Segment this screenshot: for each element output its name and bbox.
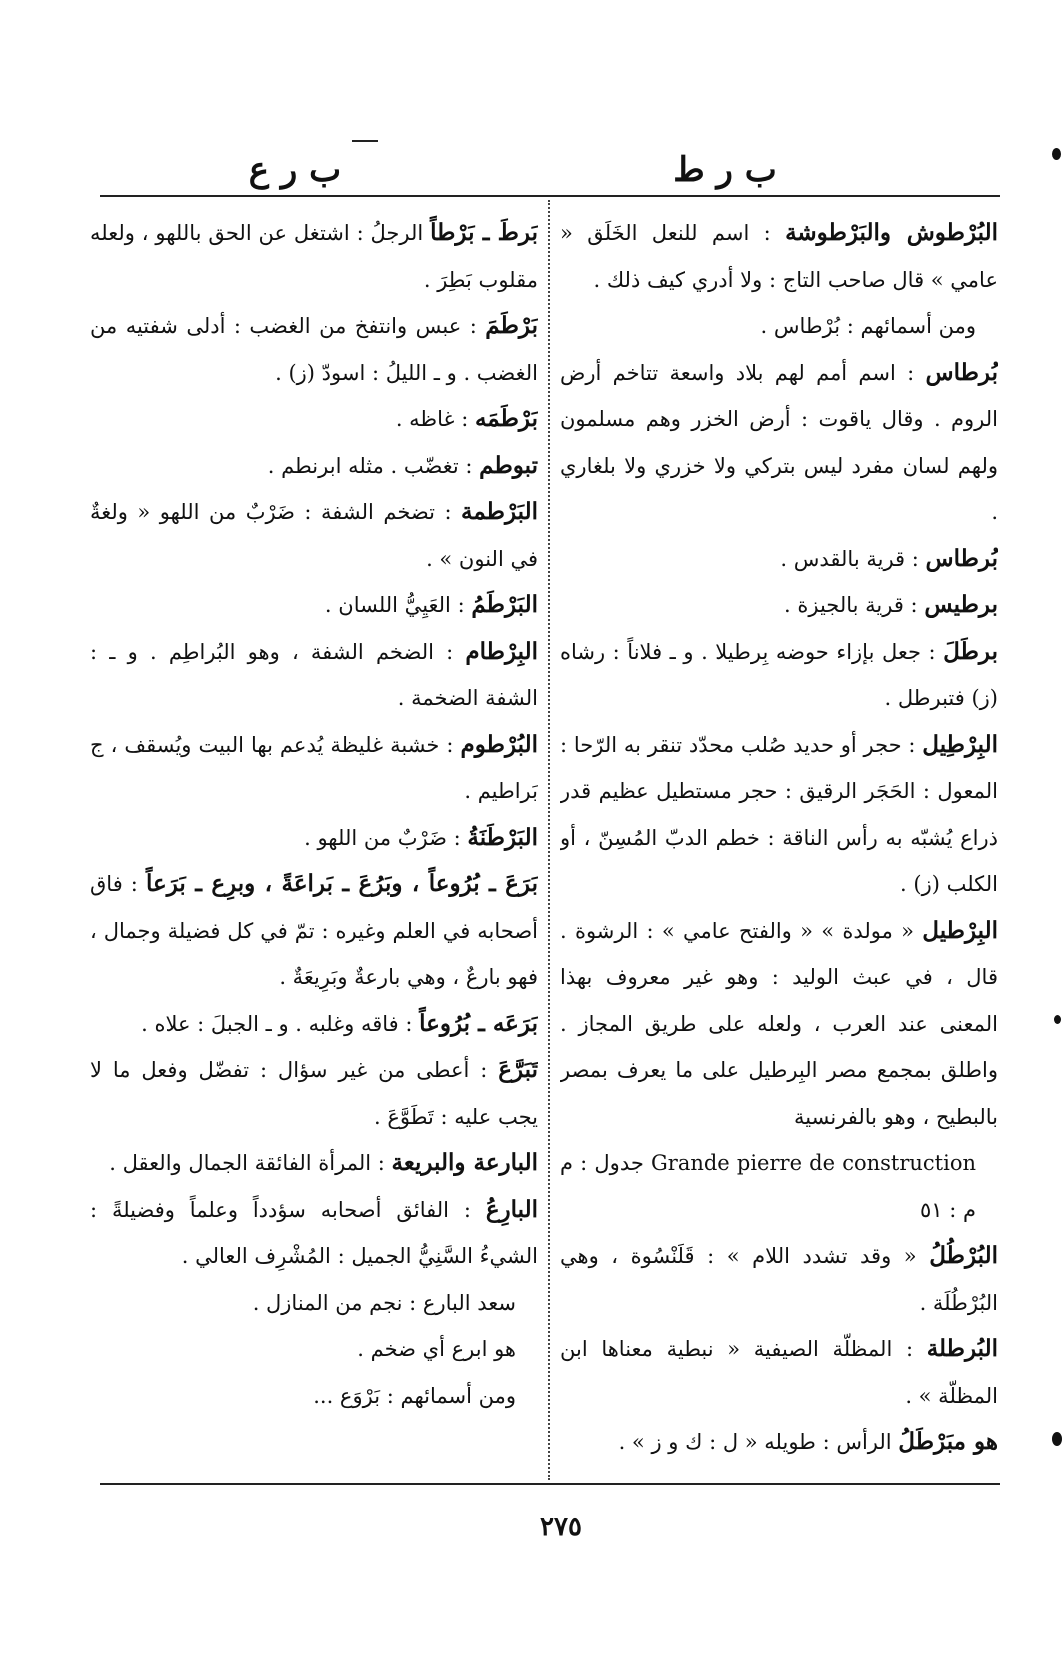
margin-mark bbox=[1054, 1015, 1061, 1024]
dictionary-entry bbox=[560, 210, 998, 303]
entry-definition: : اسم أمم لهم بلاد واسعة تتاخم أرض الروم . وقال ياقوت : أرض الخزر وهم مسلمون ولهم لسان مفرد ليس بتركي ولا خزري ولا بلغاري . bbox=[560, 360, 998, 524]
entry-headword: البَرْطَنَةُ bbox=[467, 823, 538, 851]
entry-definition: « وقد تشدد اللام » : قَلَنْسُوة ، وهي البُرْطُلَة . bbox=[560, 1244, 998, 1315]
entry-definition: سعد البارع : نجم من المنازل . bbox=[252, 1290, 516, 1315]
entry-headword: البِرْطام bbox=[465, 637, 538, 665]
dictionary-entry bbox=[90, 1326, 538, 1373]
header-rule bbox=[100, 195, 1000, 197]
right-column-root: ب ر ط bbox=[673, 150, 777, 190]
right-column bbox=[560, 210, 998, 1475]
dictionary-entry bbox=[560, 1140, 998, 1233]
dictionary-entry bbox=[90, 303, 538, 396]
entry-headword: بُرطاس bbox=[925, 544, 998, 572]
dictionary-entry bbox=[90, 1047, 538, 1140]
dictionary-entry bbox=[560, 629, 998, 722]
entry-headword: برطَلَ bbox=[943, 637, 998, 665]
entry-definition: ومن أسمائهم : بُرْطاس . bbox=[760, 314, 976, 338]
entry-headword: بَرطَ ـ بَرْطاً bbox=[430, 219, 538, 246]
entry-headword: البَرْطَمُ bbox=[471, 591, 538, 618]
entry-definition: : العَيِيُّ اللسان . bbox=[324, 593, 465, 617]
entry-definition: : جعل بإزاء حوضه بِرطيلا . و ـ فلاناً : رشاه (ز) فتبرطل . bbox=[560, 639, 998, 710]
dictionary-entry bbox=[560, 908, 998, 1141]
margin-mark bbox=[1052, 1432, 1062, 1446]
dictionary-entry bbox=[560, 350, 998, 536]
dictionary-entry bbox=[90, 582, 538, 629]
entry-definition: Grande pierre de construction جدول : م م : ٥١ bbox=[560, 1151, 976, 1222]
entry-definition: ومن أسمائهم : بَرْوَع ... bbox=[313, 1383, 516, 1408]
entry-headword: البُرْطُلُ bbox=[929, 1242, 998, 1269]
dictionary-entry bbox=[90, 629, 538, 722]
entry-definition: هو ابرع أي ضخم . bbox=[357, 1337, 516, 1361]
entry-headword: تبوطم bbox=[479, 451, 538, 479]
entry-definition: : عبس وانتفخ من الغضب : أدلى شفتيه من الغضب . و ـ الليلُ : اسودّ (ز) . bbox=[90, 314, 538, 385]
entry-definition: : تغضّب . مثله ابرنطم . bbox=[267, 453, 473, 478]
entry-headword: البُرْطوش والبَرْطوشة bbox=[785, 219, 998, 246]
entry-headword: البِرْطيل bbox=[922, 916, 998, 944]
entry-headword: البِرْطِيل bbox=[922, 730, 998, 758]
dictionary-entry bbox=[90, 443, 538, 490]
entry-definition: : حجر أو حديد صُلب محدّد تنقر به الرّحا : المعول : الحَجَر الرقيق : حجر مستطيل عظيم قدر ذراع يُشبّه به رأس الناقة : خطم الدبّ المُسِنّ ، أو الكلب (ز) . bbox=[560, 732, 998, 896]
entry-definition: : المرأة الفائقة الجمال والعقل . bbox=[109, 1151, 385, 1175]
page-number: ٢٧٥ bbox=[540, 1512, 582, 1542]
entry-headword: البارعة والبريعة bbox=[391, 1149, 538, 1176]
dictionary-entry bbox=[560, 1419, 998, 1466]
entry-definition: الرجلُ : اشتغل عن الحق باللهو ، ولعله مقلوب بَطِرَ . bbox=[90, 221, 538, 292]
dictionary-entry bbox=[560, 1233, 998, 1326]
footer-rule bbox=[100, 1483, 1000, 1485]
dictionary-entry bbox=[90, 861, 538, 1001]
dictionary-entry bbox=[90, 489, 538, 582]
entry-definition: : غاظه . bbox=[395, 407, 469, 431]
dictionary-entry bbox=[90, 210, 538, 303]
entry-headword: هو مبَرْطَلُ bbox=[898, 1428, 998, 1455]
entry-headword: بُرطاس bbox=[925, 358, 998, 386]
dictionary-entry bbox=[560, 303, 998, 350]
dictionary-entry bbox=[560, 1326, 998, 1419]
entry-headword: بَرْطَمَ bbox=[485, 312, 538, 339]
entry-definition: : المظلّة الصيفية « نبطية معناها ابن المظلّة » . bbox=[560, 1337, 998, 1408]
entry-headword: برطيس bbox=[924, 591, 998, 618]
entry-definition: : فاق أصحابه في العلم وغيره : تمّ في كل فضيلة وجمال ، فهو بارعٌ ، وهي بارعةٌ وبَرِيعَةٌ . bbox=[90, 872, 538, 989]
entry-definition: « مولدة » « والفتح عامي » : الرشوة . قال ، في عبث الوليد : وهو غير معروف بهذا المعنى عند العرب ، ولعله على طريق المجاز . واطلق بمجمع مصر البِرطيل على ما يعرف بمصر بالبطيح ، وهو بالفرنسية bbox=[560, 918, 998, 1129]
dictionary-entry bbox=[560, 536, 998, 583]
entry-headword: البَرْطمة bbox=[461, 498, 538, 525]
entry-headword: بَرْطَمَه bbox=[474, 405, 538, 432]
dictionary-entry bbox=[90, 722, 538, 815]
entry-definition: : الفائق أصحابه سؤدداً وعلماً وفضيلةً : الشيءُ السَّنِيُّ الجميل : المُشْرِف العالي . bbox=[90, 1197, 538, 1268]
dictionary-entry bbox=[90, 1140, 538, 1187]
entry-headword: تَبَرَّعَ bbox=[498, 1056, 538, 1083]
dictionary-entry bbox=[560, 582, 998, 629]
entry-headword: البارِعُ bbox=[485, 1195, 538, 1223]
column-divider bbox=[548, 200, 550, 1480]
entry-definition: : اسم للنعل الخَلَق « عامي » قال صاحب التاج : ولا أدري كيف ذلك . bbox=[560, 221, 998, 292]
entry-definition: : تضخم الشفة : ضَرْبٌ من اللهو « ولغةٌ في النون » . bbox=[90, 500, 538, 571]
entry-headword: بَرَعَ ـ بُرُوعاً ، وبَرُعَ ـ بَراعَةً ، وبرِع ـ بَرَعاً bbox=[145, 870, 538, 897]
left-column bbox=[90, 210, 538, 1475]
dictionary-entry bbox=[90, 1373, 538, 1420]
entry-definition: : فاقه وغلبه . و ـ الجبلَ : علاه . bbox=[141, 1011, 413, 1036]
header-dash bbox=[352, 140, 378, 142]
entry-definition: : قرية بالجيزة . bbox=[784, 593, 918, 617]
entry-headword: البُرطلة bbox=[926, 1335, 998, 1362]
entry-definition: : خشبة غليظة يُدعم بها البيت ويُسقف ، ج بَراطيم . bbox=[90, 732, 538, 803]
dictionary-entry bbox=[90, 815, 538, 862]
dictionary-entry bbox=[90, 1187, 538, 1280]
entry-definition: : الضخم الشفة ، وهو البُراطِم . و ـ : الشفة الضخمة . bbox=[90, 639, 538, 710]
entry-definition: الرأس : طويله « ل : ك و ز » . bbox=[618, 1430, 892, 1454]
dictionary-entry bbox=[560, 722, 998, 908]
entry-headword: بَرَعَه ـ بُرُوعاً bbox=[419, 1009, 538, 1037]
entry-definition: : ضَرْبٌ من اللهو . bbox=[304, 825, 461, 850]
entry-definition: : قرية بالقدس . bbox=[780, 546, 919, 571]
dictionary-entry bbox=[90, 1280, 538, 1327]
margin-mark bbox=[1052, 148, 1061, 160]
entry-definition: : أعطى من غير سؤال : تفضّل وفعل ما لا يجب عليه : تَطَوَّعَ . bbox=[90, 1058, 538, 1129]
dictionary-entry bbox=[90, 1001, 538, 1048]
left-column-root: ب ر ع bbox=[248, 150, 342, 190]
dictionary-entry bbox=[90, 396, 538, 443]
entry-headword: البُرْطوم bbox=[460, 730, 538, 758]
